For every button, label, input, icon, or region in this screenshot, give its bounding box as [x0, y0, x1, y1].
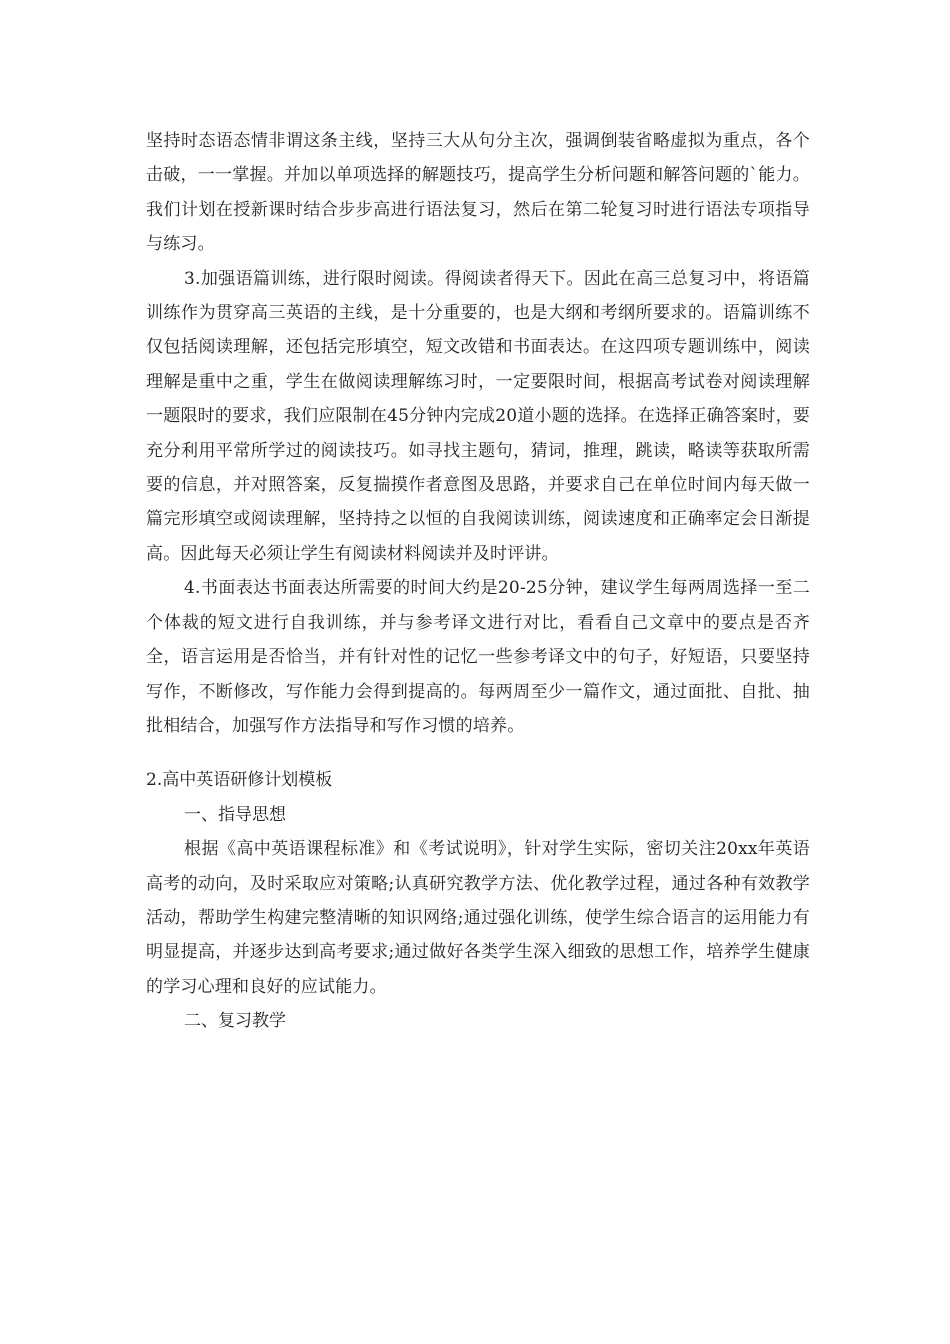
section-spacer	[146, 743, 810, 763]
paragraph-writing: 4.书面表达书面表达所需要的时间大约是20-25分钟，建议学生每两周选择一至二个体裁的短文进行自我训练，并与参考译文进行对比，看看自己文章中的要点是否齐全，语言运用是否恰当，并有针对性的记忆一些参考译文中的句子，好短语，只要坚持写作，不断修改，写作能力会得到提高的。每两周至少一篇作文，通过面批、自批、抽批相结合，加强写作方法指导和写作习惯的培养。	[146, 578, 810, 736]
section-title: 2.高中英语研修计划模板	[146, 770, 333, 791]
document-page	[146, 124, 810, 1039]
paragraph-guiding-ideology: 根据《高中英语课程标准》和《考试说明》，针对学生实际，密切关注20xx年英语高考的动向，及时采取应对策略;认真研究教学方法、优化教学过程，通过各种有效教学活动，帮助学生构建完整清晰的知识网络;通过强化训练，使学生综合语言的运用能力有明显提高，并逐步达到高考要求;通过做好各类学生深入细致的思想工作，培养学生健康的学习心理和良好的应试能力。	[146, 839, 810, 997]
subheading-guiding-ideology: 一、指导思想	[184, 804, 286, 825]
paragraph-reading-training: 3.加强语篇训练，进行限时阅读。得阅读者得天下。因此在高三总复习中，将语篇训练作为贯穿高三英语的主线，是十分重要的，也是大纲和考纲所要求的。语篇训练不仅包括阅读理解，还包括完形填空，短文改错和书面表达。在这四项专题训练中，阅读理解是重中之重，学生在做阅读理解练习时，一定要限时间，根据高考试卷对阅读理解一题限时的要求，我们应限制在45分钟内完成20道小题的选择。在选择正确答案时，要充分利用平常所学过的阅读技巧。如寻找主题句，猜词，推理，跳读，略读等获取所需要的信息，并对照答案，反复揣摸作者意图及思路，并要求自己在单位时间内每天做一篇完形填空或阅读理解，坚持持之以恒的自我阅读训练，阅读速度和正确率定会日渐提高。因此每天必须让学生有阅读材料阅读并及时评讲。	[146, 268, 810, 564]
subheading-review-teaching: 二、复习教学	[184, 1011, 286, 1032]
paragraph-grammar: 坚持时态语态情非谓这条主线，坚持三大从句分主次，强调倒装省略虚拟为重点，各个击破，一一掌握。并加以单项选择的解题技巧，提高学生分析问题和解答问题的`能力。我们计划在授新课时结合步步高进行语法复习，然后在第二轮复习时进行语法专项指导与练习。	[146, 131, 810, 255]
